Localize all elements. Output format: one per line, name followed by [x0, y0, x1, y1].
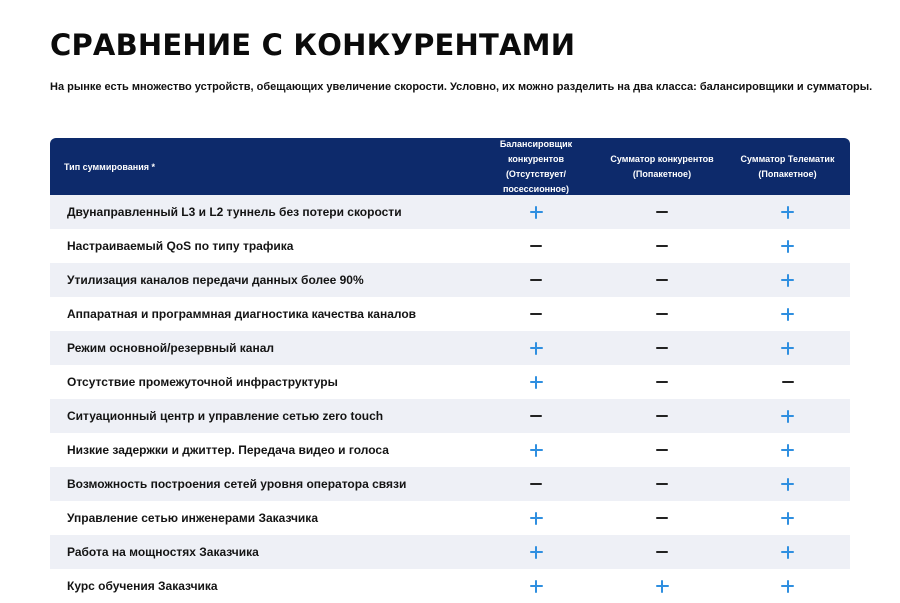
plus-icon — [781, 478, 794, 491]
minus-icon — [530, 483, 542, 485]
minus-icon — [782, 381, 794, 383]
plus-icon — [781, 274, 794, 287]
minus-icon — [656, 449, 668, 451]
mark-cell — [725, 342, 850, 355]
minus-icon — [530, 245, 542, 247]
header-col-competitor-aggregator — [599, 152, 725, 182]
feature-label: Работа на мощностях Заказчика — [67, 545, 259, 559]
minus-icon — [656, 313, 668, 315]
mark-cell — [473, 512, 599, 525]
plus-icon — [530, 376, 543, 389]
mark-cell — [473, 415, 599, 417]
minus-icon — [656, 517, 668, 519]
mark-cell — [473, 206, 599, 219]
plus-icon — [530, 342, 543, 355]
minus-icon — [656, 381, 668, 383]
plus-icon — [530, 580, 543, 593]
feature-label: Курс обучения Заказчика — [67, 579, 218, 593]
mark-cell — [725, 381, 850, 383]
mark-cell — [473, 580, 599, 593]
mark-cell — [599, 347, 725, 349]
mark-cell — [473, 245, 599, 247]
mark-cell — [599, 279, 725, 281]
feature-label: Утилизация каналов передачи данных более 90% — [67, 273, 364, 287]
mark-cell — [725, 240, 850, 253]
header-col-name: Сумматор Телематик — [740, 153, 835, 164]
mark-cell — [599, 483, 725, 485]
minus-icon — [656, 279, 668, 281]
table-row — [50, 365, 850, 399]
plus-icon — [781, 546, 794, 559]
mark-cell — [725, 512, 850, 525]
table-row — [50, 399, 850, 433]
minus-icon — [656, 347, 668, 349]
plus-icon — [781, 240, 794, 253]
table-row — [50, 331, 850, 365]
mark-cell — [599, 449, 725, 451]
table-row — [50, 535, 850, 569]
plus-icon — [781, 444, 794, 457]
header-col-sub: (Попакетное) — [758, 168, 817, 179]
header-col-sub: (Попакетное) — [632, 168, 692, 179]
table-row — [50, 263, 850, 297]
minus-icon — [656, 245, 668, 247]
mark-cell — [473, 483, 599, 485]
header-type-label: Тип суммирования * — [64, 161, 156, 172]
mark-cell — [473, 313, 599, 315]
minus-icon — [530, 313, 542, 315]
minus-icon — [530, 279, 542, 281]
table-row — [50, 297, 850, 331]
mark-cell — [725, 444, 850, 457]
mark-cell — [725, 580, 850, 593]
plus-icon — [530, 206, 543, 219]
feature-label: Возможность построения сетей уровня оператора связи — [67, 477, 407, 491]
plus-icon — [530, 444, 543, 457]
mark-cell — [599, 245, 725, 247]
mark-cell — [725, 274, 850, 287]
feature-label: Настраиваемый QoS по типу трафика — [67, 239, 294, 253]
plus-icon — [781, 206, 794, 219]
minus-icon — [656, 551, 668, 553]
header-col-name: Сумматор конкурентов — [610, 153, 714, 164]
mark-cell — [473, 376, 599, 389]
plus-icon — [781, 308, 794, 321]
page-subtitle: На рынке есть множество устройств, обещающих увеличение скорости. Условно, их можно разделить на два класса: балансировщики и сумматоры. — [50, 81, 873, 93]
minus-icon — [656, 211, 668, 213]
minus-icon — [656, 415, 668, 417]
header-col-name: Балансировщик конкурентов — [499, 138, 573, 164]
header-col-telematic-aggregator — [725, 152, 850, 182]
comparison-table — [50, 138, 850, 603]
mark-cell — [599, 415, 725, 417]
mark-cell — [725, 546, 850, 559]
feature-label: Аппаратная и программная диагностика качества каналов — [67, 307, 417, 321]
table-header — [50, 138, 850, 195]
feature-label: Ситуационный центр и управление сетью zero touch — [67, 409, 384, 423]
mark-cell — [599, 580, 725, 593]
table-row — [50, 433, 850, 467]
mark-cell — [473, 444, 599, 457]
feature-label: Режим основной/резервный канал — [67, 341, 275, 355]
mark-cell — [599, 517, 725, 519]
feature-label: Двунаправленный L3 и L2 туннель без потери скорости — [67, 205, 402, 219]
feature-label: Низкие задержки и джиттер. Передача видео и голоса — [67, 443, 389, 457]
mark-cell — [473, 342, 599, 355]
mark-cell — [725, 308, 850, 321]
mark-cell — [599, 551, 725, 553]
feature-label: Управление сетью инженерами Заказчика — [67, 511, 318, 525]
feature-label: Отсутствие промежуточной инфраструктуры — [67, 375, 338, 389]
table-body — [50, 195, 850, 603]
plus-icon — [530, 512, 543, 525]
header-col-sub: (Отсутствует/посессионное) — [502, 168, 570, 194]
plus-icon — [530, 546, 543, 559]
table-row — [50, 569, 850, 603]
minus-icon — [530, 415, 542, 417]
page-title: СРАВНЕНИЕ С КОНКУРЕНТАМИ — [50, 28, 576, 62]
table-row — [50, 195, 850, 229]
plus-icon — [781, 580, 794, 593]
header-col-competitor-balancer — [473, 138, 599, 197]
mark-cell — [725, 206, 850, 219]
mark-cell — [473, 546, 599, 559]
minus-icon — [656, 483, 668, 485]
plus-icon — [781, 410, 794, 423]
mark-cell — [725, 410, 850, 423]
table-row — [50, 229, 850, 263]
mark-cell — [599, 381, 725, 383]
plus-icon — [656, 580, 669, 593]
mark-cell — [473, 279, 599, 281]
table-row — [50, 501, 850, 535]
mark-cell — [599, 211, 725, 213]
plus-icon — [781, 342, 794, 355]
table-row — [50, 467, 850, 501]
mark-cell — [725, 478, 850, 491]
mark-cell — [599, 313, 725, 315]
plus-icon — [781, 512, 794, 525]
